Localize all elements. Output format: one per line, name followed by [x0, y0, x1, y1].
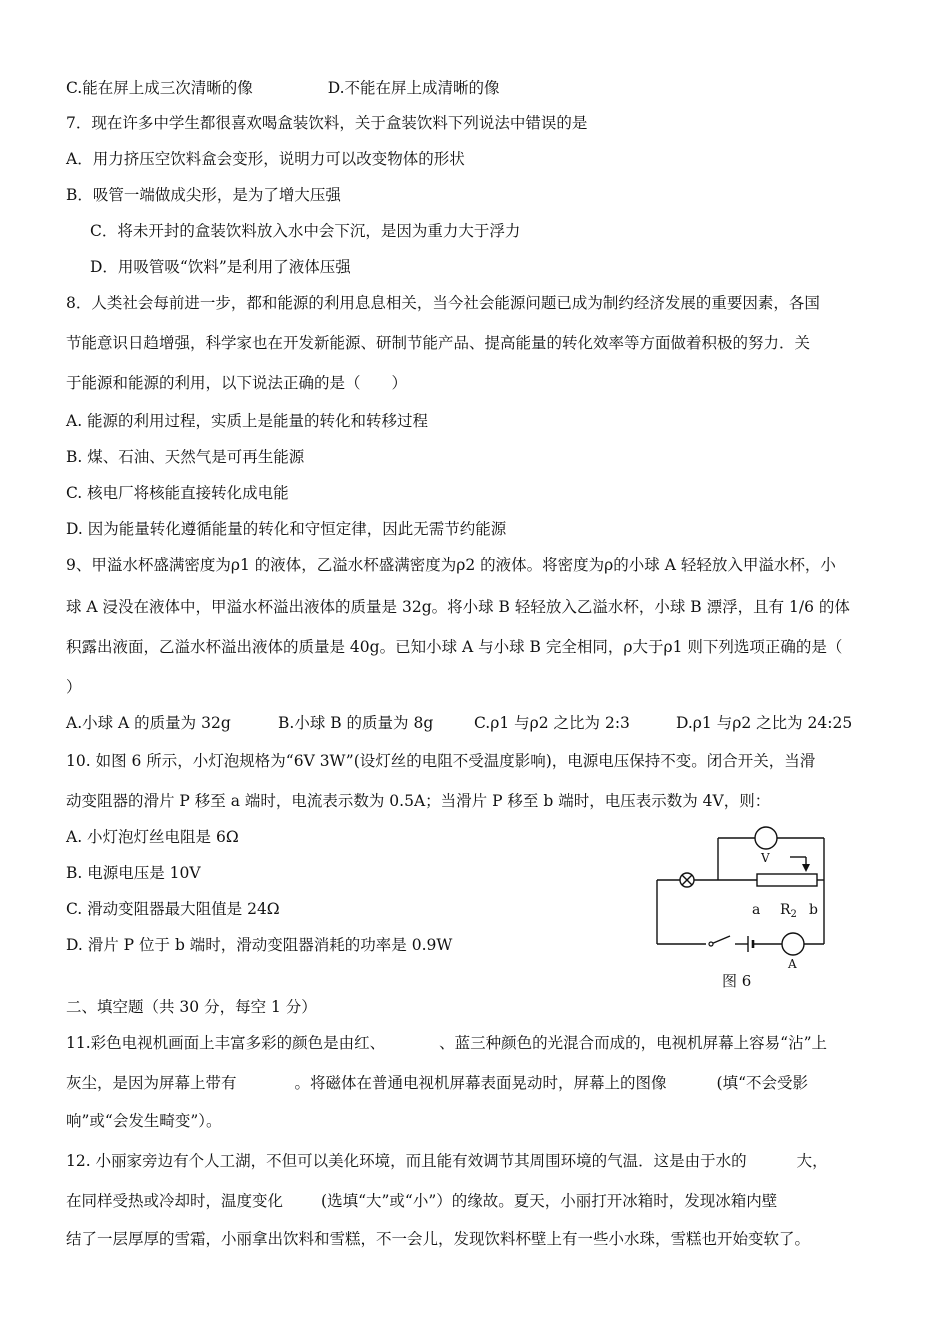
- rheostat-icon: [757, 874, 817, 886]
- q12-line2: [66, 1190, 777, 1212]
- q9-options: [66, 712, 852, 734]
- q12-line1-part2: 大，: [796, 1152, 828, 1170]
- q8-option-d: D. 因为能量转化遵循能量的转化和守恒定律，因此无需节约能源: [66, 520, 507, 538]
- ammeter-label: A: [788, 957, 797, 971]
- q9-stem-line4: ）: [66, 678, 82, 696]
- q7-option-b: B．吸管一端做成尖形，是为了增大压强: [66, 186, 341, 204]
- q8-option-a: A. 能源的利用过程，实质上是能量的转化和转移过程: [66, 412, 429, 430]
- q9-stem-line2: 球 A 浸没在液体中，甲溢水杯溢出液体的质量是 32g。将小球 B 轻轻放入乙溢水杯，小球 B 漂浮，且有 1/6 的体: [66, 598, 850, 616]
- voltmeter-icon: [755, 827, 777, 849]
- q10-option-d: D. 滑片 P 位于 b 端时，滑动变阻器消耗的功率是 0.9W: [66, 936, 453, 954]
- section2-heading: 二、填空题（共 30 分，每空 1 分）: [66, 998, 317, 1016]
- q8-stem-line1: 8．人类社会每前进一步，都和能源的利用息息相关，当今社会能源问题已成为制约经济发展的重要因素，各国: [66, 294, 820, 312]
- q9-option-d: D.ρ1 与ρ2 之比为 24:25: [676, 714, 853, 732]
- q10-option-a: A. 小灯泡灯丝电阻是 6Ω: [66, 828, 239, 846]
- voltmeter-label: V: [761, 851, 770, 865]
- q10-option-c: C. 滑动变阻器最大阻值是 24Ω: [66, 900, 280, 918]
- q12-line2-part1: 在同样受热或冷却时，温度变化: [66, 1192, 284, 1210]
- q11-line1: [66, 1032, 827, 1054]
- q6-option-d: D.不能在屏上成清晰的像: [327, 79, 500, 97]
- q11-line2-part3: (填“不会受影: [716, 1074, 809, 1092]
- q9-option-c: C.ρ1 与ρ2 之比为 2:3: [474, 714, 630, 732]
- q6-options: [66, 77, 500, 99]
- q12-line2-part2: (选填“大”或“小”）的缘故。夏天，小丽打开冰箱时，发现冰箱内壁: [321, 1192, 778, 1210]
- slider-arrow-icon: [802, 864, 810, 872]
- q9-option-b: B.小球 B 的质量为 8g: [278, 714, 434, 732]
- q11-line1-part2: 、蓝三种颜色的光混合而成的，电视机屏幕上容易“沾”上: [439, 1034, 828, 1052]
- q12-line1: [66, 1150, 828, 1172]
- end-a-label: a: [752, 902, 761, 918]
- resistor-label: $R_2$: [780, 902, 797, 920]
- q8-stem-line2: 节能意识日趋增强，科学家也在开发新能源、研制节能产品、提高能量的转化效率等方面做着积极的努力．关: [66, 334, 811, 352]
- q11-line3: 响”或“会发生畸变”）。: [66, 1112, 222, 1130]
- q7-option-a: A．用力挤压空饮料盒会变形，说明力可以改变物体的形状: [66, 150, 465, 168]
- q11-line2-part2: 。将磁体在普通电视机屏幕表面晃动时，屏幕上的图像: [294, 1074, 667, 1092]
- q9-stem-line1: 9、甲溢水杯盛满密度为ρ1 的液体，乙溢水杯盛满密度为ρ2 的液体。将密度为ρ的小球 A 轻轻放入甲溢水杯，小: [66, 556, 836, 574]
- q7-option-d: D．用吸管吸“饮料”是利用了液体压强: [90, 258, 351, 276]
- lamp-icon: [680, 873, 694, 887]
- figure-caption: 图 6: [722, 972, 752, 990]
- q10-stem-line2: 动变阻器的滑片 P 移至 a 端时，电流表示数为 0.5A；当滑片 P 移至 b 端时，电压表示数为 4V，则：: [66, 792, 771, 810]
- q9-stem-line3: 积露出液面，乙溢水杯溢出液体的质量是 40g。已知小球 A 与小球 B 完全相同，ρ大于ρ1 则下列选项正确的是（: [66, 638, 843, 656]
- q11-line2: [66, 1072, 808, 1094]
- q11-line1-part1: 11.彩色电视机画面上丰富多彩的颜色是由红、: [66, 1034, 386, 1052]
- q8-stem-line3: 于能源和能源的利用，以下说法正确的是（ ）: [66, 374, 408, 392]
- q7-stem: 7．现在许多中学生都很喜欢喝盒装饮料，关于盒装饮料下列说法中错误的是: [66, 114, 588, 132]
- end-b-label: b: [809, 902, 818, 918]
- q10-stem-line1: 10. 如图 6 所示，小灯泡规格为“6V 3W”(设灯丝的电阻不受温度影响)，电源电压保持不变。闭合开关，当滑: [66, 752, 816, 770]
- ammeter-icon: [782, 933, 804, 955]
- switch-blade: [711, 936, 730, 944]
- lamp-cross-1: [682, 875, 692, 885]
- q8-option-c: C. 核电厂将核能直接转化成电能: [66, 484, 289, 502]
- q6-option-c: C.能在屏上成三次清晰的像: [66, 79, 253, 97]
- switch-contact-icon: [709, 942, 713, 946]
- q10-option-b: B. 电源电压是 10V: [66, 864, 201, 882]
- q11-line2-part1: 灰尘，是因为屏幕上带有: [66, 1074, 237, 1092]
- q12-line1-part1: 12. 小丽家旁边有个人工湖，不但可以美化环境，而且能有效调节其周围环境的气温．这是由于水的: [66, 1152, 747, 1170]
- lamp-cross-2: [682, 875, 692, 885]
- q9-option-a: A.小球 A 的质量为 32g: [66, 714, 231, 732]
- q7-option-c: C．将未开封的盒装饮料放入水中会下沉，是因为重力大于浮力: [90, 222, 521, 240]
- q12-line3: 结了一层厚厚的雪霜，小丽拿出饮料和雪糕，不一会儿，发现饮料杯壁上有一些小水珠，雪糕也开始变软了。: [66, 1230, 811, 1248]
- q8-option-b: B. 煤、石油、天然气是可再生能源: [66, 448, 305, 466]
